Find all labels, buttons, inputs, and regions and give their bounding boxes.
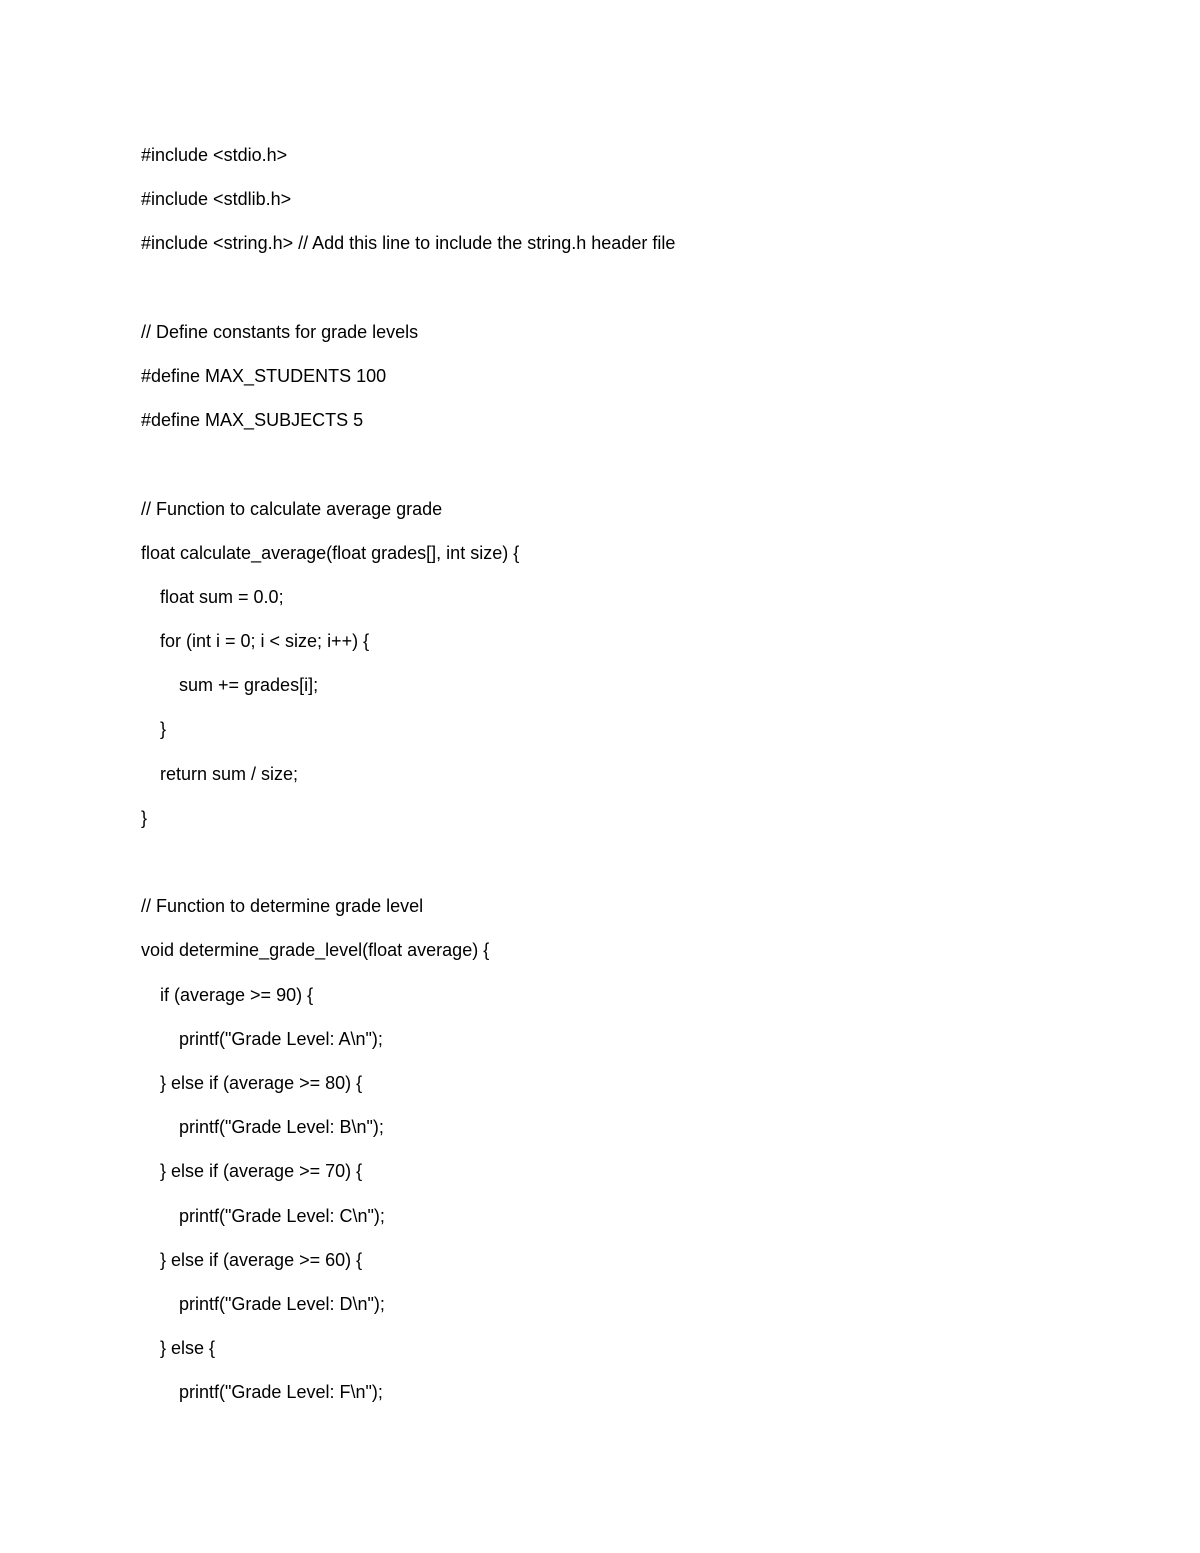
code-line: float sum = 0.0; [160,586,284,607]
code-line: } [160,719,167,740]
blank-line [141,449,1141,493]
code-line: #define MAX_SUBJECTS 5 [141,410,364,431]
code-line: } else { [160,1338,216,1359]
code-line: #define MAX_STUDENTS 100 [141,365,387,386]
code-line: // Define constants for grade levels [141,321,419,342]
code-line: #include <stdio.h> [141,145,288,165]
code-line: #include <string.h> // Add this line to include the string.h header file [141,233,676,254]
code-line: for (int i = 0; i < size; i++) { [160,631,370,652]
code-line: // Function to calculate average grade [141,498,443,519]
code-line: printf("Grade Level: C\n"); [179,1205,385,1226]
code-line: void determine_grade_level(float average) { [141,940,490,961]
code-line: } else if (average >= 60) { [160,1249,363,1270]
code-line: printf("Grade Level: F\n"); [179,1382,383,1403]
code-line: } else if (average >= 80) { [160,1072,363,1093]
code-line: printf("Grade Level: D\n"); [179,1293,385,1314]
code-line: printf("Grade Level: B\n"); [179,1117,384,1138]
code-line: } else if (average >= 70) { [160,1161,363,1182]
code-line: // Function to determine grade level [141,896,424,917]
blank-line [141,273,1141,317]
code-line: float calculate_average(float grades[], int size) { [141,542,520,563]
code-line: return sum / size; [160,763,299,784]
blank-line [141,847,1141,891]
code-line: #include <stdlib.h> [141,189,292,210]
code-line: } [141,807,148,828]
code-line: printf("Grade Level: A\n"); [179,1028,383,1049]
code-listing [141,140,1141,1421]
code-line: if (average >= 90) { [160,984,314,1005]
code-line: sum += grades[i]; [179,675,319,696]
